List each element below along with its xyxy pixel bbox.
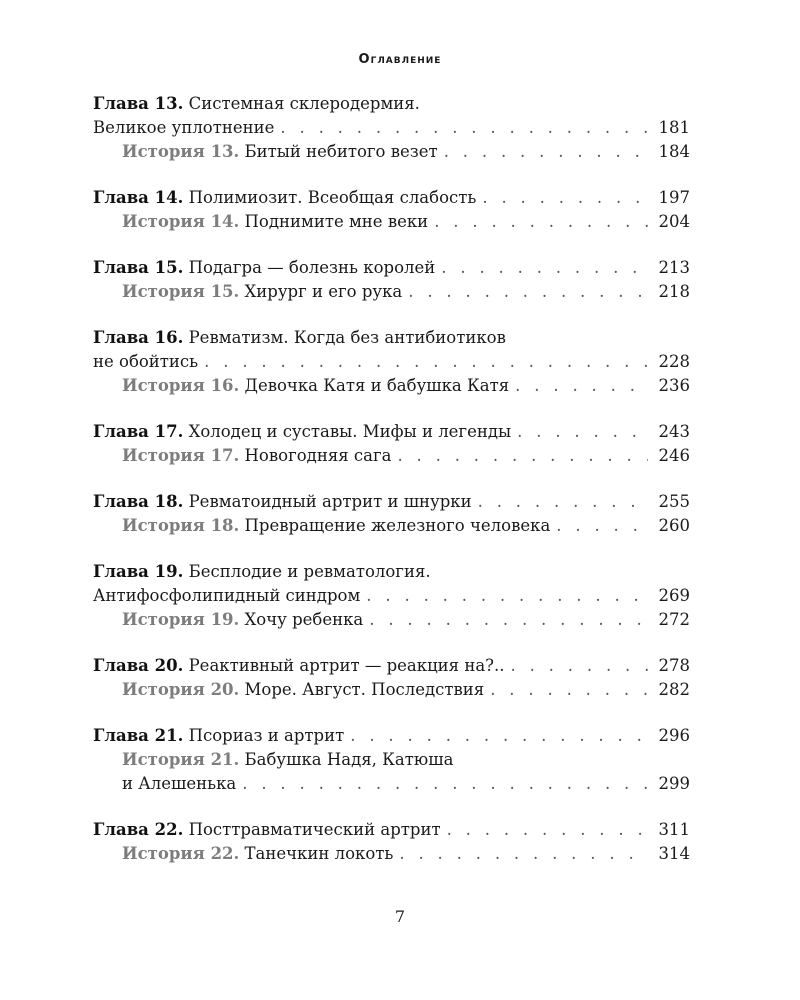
toc-chapter-15[interactable] (93, 256, 690, 280)
page-number: 311 (658, 820, 690, 839)
chapter-label: Глава 19. (93, 562, 184, 581)
story-title: Девочка Катя и бабушка Катя (244, 376, 510, 395)
chapter-title: Ревматизм. Когда без антибиотиков (188, 328, 506, 347)
chapter-title-cont: не обойтись (93, 352, 199, 371)
page-number: 260 (658, 516, 690, 535)
story-title-cont: и Алешенька (122, 774, 237, 793)
table-of-contents (93, 92, 690, 866)
chapter-label: Глава 16. (93, 328, 184, 347)
toc-chapter-20[interactable] (93, 654, 690, 678)
toc-chapter-14[interactable] (93, 186, 690, 210)
leader-dots (478, 490, 648, 514)
page-number: 314 (658, 844, 690, 863)
chapter-title-cont: Великое уплотнение (93, 118, 275, 137)
toc-chapter-13[interactable] (93, 116, 690, 140)
chapter-title-cont: Антифосфолипидный синдром (93, 586, 361, 605)
toc-story-21-line1 (93, 748, 690, 772)
story-title: Хочу ребенка (244, 610, 364, 629)
toc-story-20[interactable] (93, 678, 690, 702)
story-label: История 14. (122, 212, 240, 231)
story-label: История 19. (122, 610, 240, 629)
page-number: 184 (658, 142, 690, 161)
chapter-title: Псориаз и артрит (188, 726, 345, 745)
page-number: 197 (658, 188, 690, 207)
page-number: 255 (658, 492, 690, 511)
chapter-label: Глава 18. (93, 492, 184, 511)
page-number: 236 (658, 376, 690, 395)
page-title: Оглавление (358, 52, 442, 67)
toc-chapter-16-line1 (93, 326, 690, 350)
chapter-label: Глава 22. (93, 820, 184, 839)
chapter-title: Системная склеродермия. (188, 94, 420, 113)
toc-story-18[interactable] (93, 514, 690, 538)
story-label: История 17. (122, 446, 240, 465)
toc-chapter-18[interactable] (93, 490, 690, 514)
chapter-label: Глава 14. (93, 188, 184, 207)
page-number-footer: 7 (394, 907, 406, 926)
toc-chapter-21[interactable] (93, 724, 690, 748)
story-title: Новогодняя сага (244, 446, 392, 465)
toc-story-21[interactable] (93, 772, 690, 796)
page-number: 296 (658, 726, 690, 745)
toc-story-17[interactable] (93, 444, 690, 468)
page-number: 272 (658, 610, 690, 629)
story-label: История 20. (122, 680, 240, 699)
page-number: 278 (658, 656, 690, 675)
leader-dots (369, 608, 648, 632)
leader-dots (204, 350, 648, 374)
chapter-title: Ревматоидный артрит и шнурки (188, 492, 472, 511)
leader-dots (444, 140, 648, 164)
leader-dots (366, 584, 648, 608)
chapter-label: Глава 15. (93, 258, 184, 277)
leader-dots (556, 514, 648, 538)
leader-dots (408, 280, 648, 304)
story-title: Битый небитого везет (244, 142, 438, 161)
leader-dots (447, 818, 648, 842)
story-label: История 13. (122, 142, 240, 161)
toc-story-16[interactable] (93, 374, 690, 398)
page-number: 204 (658, 212, 690, 231)
toc-story-15[interactable] (93, 280, 690, 304)
leader-dots (482, 186, 648, 210)
story-label: История 16. (122, 376, 240, 395)
leader-dots (397, 444, 648, 468)
toc-story-13[interactable] (93, 140, 690, 164)
toc-chapter-17[interactable] (93, 420, 690, 444)
toc-chapter-16[interactable] (93, 350, 690, 374)
toc-chapter-13-line1 (93, 92, 690, 116)
leader-dots (511, 654, 649, 678)
story-label: История 22. (122, 844, 240, 863)
story-title: Хирург и его рука (244, 282, 403, 301)
chapter-label: Глава 20. (93, 656, 184, 675)
page-number: 243 (658, 422, 690, 441)
story-title: Бабушка Надя, Катюша (244, 750, 454, 769)
toc-story-19[interactable] (93, 608, 690, 632)
leader-dots (280, 116, 648, 140)
page-number: 282 (658, 680, 690, 699)
chapter-label: Глава 17. (93, 422, 184, 441)
toc-chapter-19-line1 (93, 560, 690, 584)
story-title: Превращение железного человека (244, 516, 551, 535)
leader-dots (515, 374, 648, 398)
story-title: Поднимите мне веки (244, 212, 429, 231)
toc-chapter-19[interactable] (93, 584, 690, 608)
chapter-label: Глава 13. (93, 94, 184, 113)
page-number: 246 (658, 446, 690, 465)
chapter-title: Посттравматический артрит (188, 820, 441, 839)
chapter-title: Подагра — болезнь королей (188, 258, 436, 277)
leader-dots (399, 842, 648, 866)
leader-dots (350, 724, 648, 748)
toc-story-14[interactable] (93, 210, 690, 234)
story-title: Танечкин локоть (244, 844, 394, 863)
leader-dots (441, 256, 648, 280)
story-label: История 18. (122, 516, 240, 535)
leader-dots (517, 420, 648, 444)
story-title: Море. Август. Последствия (244, 680, 485, 699)
leader-dots (242, 772, 648, 796)
chapter-label: Глава 21. (93, 726, 184, 745)
chapter-title: Полимиозит. Всеобщая слабость (188, 188, 477, 207)
story-label: История 15. (122, 282, 240, 301)
leader-dots (490, 678, 648, 702)
chapter-title: Бесплодие и ревматология. (188, 562, 431, 581)
page-number: 299 (658, 774, 690, 793)
story-label: История 21. (122, 750, 240, 769)
page-number: 228 (658, 352, 690, 371)
toc-story-22[interactable] (93, 842, 690, 866)
chapter-title: Реактивный артрит — реакция на?.. (188, 656, 505, 675)
page-number: 269 (658, 586, 690, 605)
toc-chapter-22[interactable] (93, 818, 690, 842)
page-number: 213 (658, 258, 690, 277)
page-number: 181 (658, 118, 690, 137)
leader-dots (434, 210, 648, 234)
chapter-title: Холодец и суставы. Мифы и легенды (188, 422, 512, 441)
page-number: 218 (658, 282, 690, 301)
